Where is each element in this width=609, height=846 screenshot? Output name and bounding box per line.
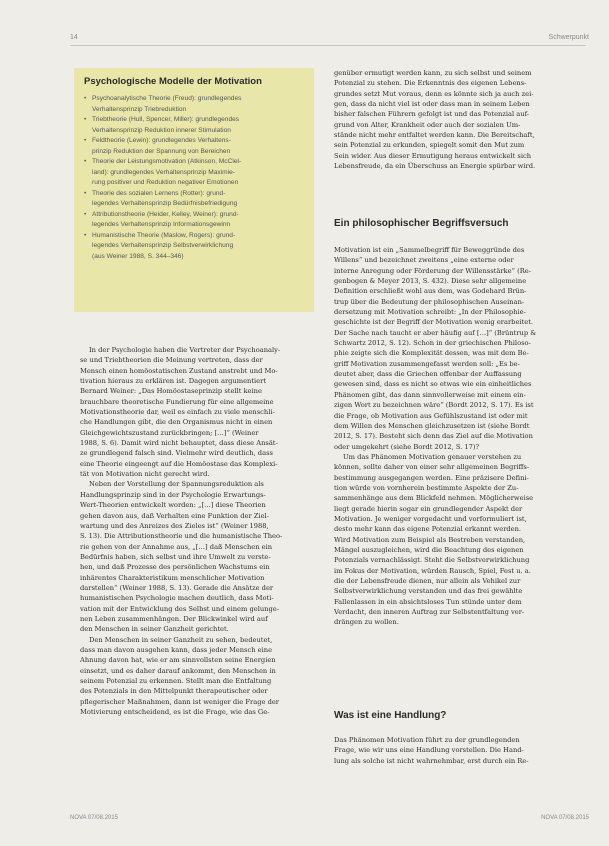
text-line: im Fokus der Motivation, würden Rausch, Spiel, Fest u. a.	[334, 566, 531, 575]
header-rule	[70, 45, 586, 46]
text-line: Verdacht, den inneren Auftrag zur Selbstentfaltung ver-	[334, 608, 525, 617]
text-line: Neben der Vorstellung der Spannungsreduktion als	[89, 480, 264, 489]
text-line: pflegerischer Maßnahmen, dann ist weniger die Frage der	[80, 697, 280, 706]
text-line: Willens“ und bezeichnet zweitens „eine externe oder	[334, 256, 514, 265]
right-column-top-text	[334, 68, 578, 171]
text-line: Ahnung davon hat, wie er am sinnvollsten seine Energien	[80, 656, 276, 665]
text-line: humanistischen Psychologie machen deutlich, dass Moti-	[80, 594, 274, 603]
text-line: Potenzial zu stehen. Die Erkenntnis des eigenen Lebens-	[334, 79, 527, 88]
info-box-item: • Feldtheorie (Lewin): grundlegendes Verhaltens-	[84, 136, 304, 147]
text-line: 1988, S. 6). Damit wird nicht behauptet, dass diese Ansät-	[80, 439, 278, 448]
text-line: Wert-Theorien entwickelt worden: „[…] diese Theorien	[80, 501, 266, 510]
text-line: können, sollte daher von einer sehr allgemeinen Begriffs-	[334, 463, 530, 472]
text-line: inhärentes Charakteristikum menschlicher Motivation	[80, 573, 265, 582]
text-line: tät von Motivation nicht gerecht wird.	[80, 470, 210, 479]
text-line: die Frage, ob Motivation aus Gefühlszustand ist oder mit	[334, 411, 528, 420]
text-line: dersetzung mit Motivation schreibt: „In der Philosophie-	[334, 308, 526, 317]
info-box-item-continuation: rung positiver und Reduktion negativer Emotionen	[92, 179, 239, 186]
footer-right: NOVA 07/08.2015	[541, 815, 589, 821]
text-line: In der Psychologie haben die Vertreter der Psychoanaly-	[89, 346, 281, 354]
text-line: che Handlungen gibt, die den Organismus nicht in einen	[80, 418, 273, 427]
text-line: seinem Potenzial zu erkennen. Stellt man die Entfaltung	[80, 677, 272, 685]
text-line: deutet aber, dass die Griechen offenbar der Auffassung	[334, 370, 522, 379]
info-box-source: (aus Weiner 1988, S. 344–346)	[92, 252, 184, 260]
text-line: tivation hieraus zu erklären ist. Dagegen argumentiert	[80, 377, 267, 386]
text-line: Bernard Weiner: „Das Homöostaseprinzip stellt keine	[80, 387, 262, 396]
info-box-item-continuation: legendes Verhaltensprinzip Selbstverwirklichung	[92, 242, 234, 249]
text-line: Motivation. Je weniger vorgedacht und vorformuliert ist,	[334, 514, 527, 523]
text-line: den Menschen in seiner Ganzheit gerichtet.	[80, 625, 229, 634]
text-line: Bedürfnis haben, sich selbst und ihre Umwelt zu verste-	[80, 552, 271, 561]
text-line: grundes setzt Mut voraus, denn es könnte sich ja auch zei-	[334, 89, 534, 98]
text-line: rie gehen von der Annahme aus, „[…] daß Menschen ein	[80, 542, 273, 551]
info-box-item: • Psychoanalytische Theorie (Freud): grundlegendes	[84, 94, 304, 105]
text-line: Mängel auszugleichen, wird die Beachtung des eigenen	[334, 545, 524, 554]
text-line: des Potenzials in den Mittelpunkt therapeutischer oder	[80, 687, 268, 696]
text-line: Motivation ist ein „Sammelbegriff für Beweggründe des	[334, 246, 525, 254]
text-line: oder umgekehrt (siehe Bordt 2012, S. 17)?	[334, 442, 480, 451]
text-line: Sein wider. Aus dieser Ermutigung heraus entwickelt sich	[334, 151, 532, 160]
info-box-item: • Theorie der Leistungsmotivation (Atkinson, McClel-	[84, 157, 304, 168]
text-line: lung als solche ist nicht wahrnehmbar, erst durch ein Re-	[334, 756, 529, 765]
text-line: geschichte ist der Begriff der Motivation wenig erarbeitet.	[334, 318, 534, 327]
text-line: einsetzt, und es daher darauf ankommt, den Menschen in	[80, 666, 276, 675]
text-line: grund von Alter, Krankheit oder auch der sozialen Um-	[334, 120, 521, 129]
text-line: gehen davon aus, daß Verhalten eine Funktion der Ziel-	[80, 511, 269, 520]
text-line: Frage, wie wir uns eine Handlung vorstellen. Die Hand-	[334, 746, 524, 755]
text-line: se und Triebtheorien die Meinung vertreten, dass der	[80, 356, 263, 365]
info-box-item-continuation: Verhaltensprinzip Triebreduktion	[92, 105, 187, 113]
text-line: genbogen & Meyer 2013, S. 432). Diese sehr allgemeine	[334, 277, 527, 286]
text-line: Lebensfreude, da ein Überschuss an Energie spürbar wird.	[334, 162, 536, 171]
text-line: dem Willen des Menschen gleichzusetzen ist (siehe Bordt	[334, 421, 530, 430]
text-line: sammenhänge aus dem Blickfeld nehmen. Möglicherweise	[334, 494, 534, 503]
info-box-item-continuation: Verhaltensprinzip Reduktion innerer Stimulation	[92, 126, 231, 134]
page-number: 14	[70, 34, 78, 41]
text-line: gewesen sind, dass es nicht so etwas wie ein einheitliches	[334, 380, 532, 389]
text-line: Mensch einen homöostatischen Zustand anstrebt und Mo-	[80, 366, 278, 375]
running-header-section: Schwerpunkt	[548, 34, 589, 41]
text-line: zigen Wort zu bezeichnen wäre“ (Bordt 2012, S. 17). Es ist	[334, 401, 534, 410]
text-line: Der Sache nach taucht er aber häufig auf […]“ (Brüntrup &	[334, 328, 537, 337]
text-line: drängen zu wollen.	[334, 618, 399, 627]
right-column-mid-text	[334, 245, 578, 628]
right-column-bottom-text	[334, 735, 578, 766]
text-line: Um das Phänomen Motivation genauer verstehen zu	[343, 452, 522, 461]
text-line: griff Motivation zusammengefasst werden soll: „Es be-	[334, 359, 520, 368]
text-line: Gleichgewichtszustand zurückbringen; […]“ (Weiner	[80, 428, 259, 437]
text-line: Motivationstheorie dar, weil es einfach zu viele menschli-	[80, 408, 275, 417]
info-box-list	[84, 94, 304, 252]
text-line: gen, dass da nicht viel ist oder dass man in seinem Leben	[334, 100, 530, 109]
text-line: Definition erschließt wohl aus dem, was Godehard Brün-	[334, 287, 527, 296]
text-line: desto mehr kann das eigene Potenzial erkannt werden.	[334, 525, 522, 534]
text-line: eine Theorie eingeengt auf die Homöostase das Komplexi-	[80, 459, 278, 468]
text-line: Phänomen gibt, das dann sinnvollerweise mit einem ein-	[334, 390, 526, 399]
text-line: S. 13). Die Attributionstheorie und die humanistische Theo-	[80, 532, 283, 541]
text-line: trup über die Bedeutung der philosophischen Auseinan-	[334, 297, 525, 306]
text-line: genüber ermutigt werden kann, zu sich selbst und seinem	[334, 69, 532, 77]
info-box-item-continuation: prinzip Reduktion der Spannung von Bereichen	[92, 147, 231, 155]
text-line: Motivierung entscheidend, es ist die Frage, wie das Ge-	[80, 708, 270, 717]
info-box-item: • Triebtheorie (Hull, Spencer, Miller): grundlegendes	[84, 115, 304, 126]
text-line: stände nicht mehr entfaltet werden kann. Die Bereitschaft,	[334, 131, 535, 140]
text-line: dass man davon ausgehen kann, dass jeder Mensch eine	[80, 645, 273, 654]
info-box-item: • Theorie des sozialen Lernens (Rotter): grund-	[84, 189, 304, 200]
text-line: nen Leben zusammenhängen. Der Blickwinkel wird auf	[80, 614, 268, 623]
text-line: wartung und des Anreizes des Zieles ist“ (Weiner 1988,	[80, 521, 269, 530]
info-box	[74, 68, 314, 312]
text-line: liegt gerade hierin sogar ein grundlegender Aspekt der	[334, 504, 523, 513]
info-box-title: Psychologische Modelle der Motivation	[84, 76, 262, 87]
section-heading-action: Was ist eine Handlung?	[334, 710, 447, 721]
info-box-item-continuation: legendes Verhaltensprinzip Informationsgewinn	[92, 221, 231, 228]
info-box-item: • Attributionstheorie (Heider, Kelley, Weiner): grund-	[84, 210, 304, 221]
text-line: tion würde von vornherein bestimmte Aspekte der Zu-	[334, 483, 519, 492]
text-line: Potenzials vernachlässigt. Steht die Selbstverwirklichung	[334, 556, 530, 565]
info-box-item-continuation: land): grundlegendes Verhaltensprinzip Maximie-	[92, 168, 235, 176]
text-line: phie zeigte sich die Komplexität dessen, was mit dem Be-	[334, 349, 529, 358]
text-line: Wird Motivation zum Beispiel als Bestreben verstanden,	[334, 535, 526, 544]
text-line: die der Lebensfreude dienen, nur allein als Vehikel zur	[334, 577, 521, 585]
text-line: interne Anregung oder Förderung der Willensstärke“ (Re-	[334, 266, 531, 275]
footer-left: NOVA 07/08.2015	[70, 815, 118, 821]
info-box-item: • Humanistische Theorie (Maslow, Rogers): grund-	[84, 231, 304, 242]
text-line: bestimmung ausgegangen werden. Eine präzisere Defini-	[334, 473, 529, 482]
section-heading-philosophy: Ein philosophischer Begriffsversuch	[334, 218, 509, 229]
text-line: Handlungsprinzip sind in der Psychologie Erwartungs-	[80, 490, 266, 499]
text-line: darstellen“ (Weiner 1988, S. 13). Gerade die Ansätze der	[80, 583, 274, 592]
text-line: ze grundlegend falsch sind. Vielmehr wird deutlich, dass	[80, 449, 273, 458]
text-line: Selbstverwirklichung verstanden und das frei gewählte	[334, 587, 523, 596]
text-line: brauchbare theoretische Fundierung für eine allgemeine	[80, 397, 274, 406]
text-line: Fallenlassen in ein absichtsloses Tun stünde unter dem	[334, 597, 522, 606]
info-box-item-continuation: legendes Verhaltensprinzip Bedürfnisbefriedigung	[92, 200, 238, 207]
text-line: Schwartz 2012, S. 12). Schon in der griechischen Philoso-	[334, 339, 531, 348]
text-line: bisher falschen Führern gefolgt ist und das Potenzial auf-	[334, 110, 530, 119]
text-line: vation mit der Entwicklung des Selbst und einem gelunge-	[80, 604, 279, 613]
text-line: hen, und daß Prozesse des persönlichen Wachstums ein	[80, 563, 270, 572]
text-line: 2012, S. 17). Besteht sich denn das Ziel auf die Motivation	[334, 432, 533, 441]
text-line: Den Menschen in seiner Ganzheit zu sehen, bedeutet,	[89, 635, 273, 644]
text-line: Das Phänomen Motivation führt zu der grundlegenden	[334, 736, 520, 744]
text-line: sein Potenzial zu erkunden, spiegelt somit den Mut zum	[334, 141, 525, 150]
left-column-text	[80, 345, 316, 717]
